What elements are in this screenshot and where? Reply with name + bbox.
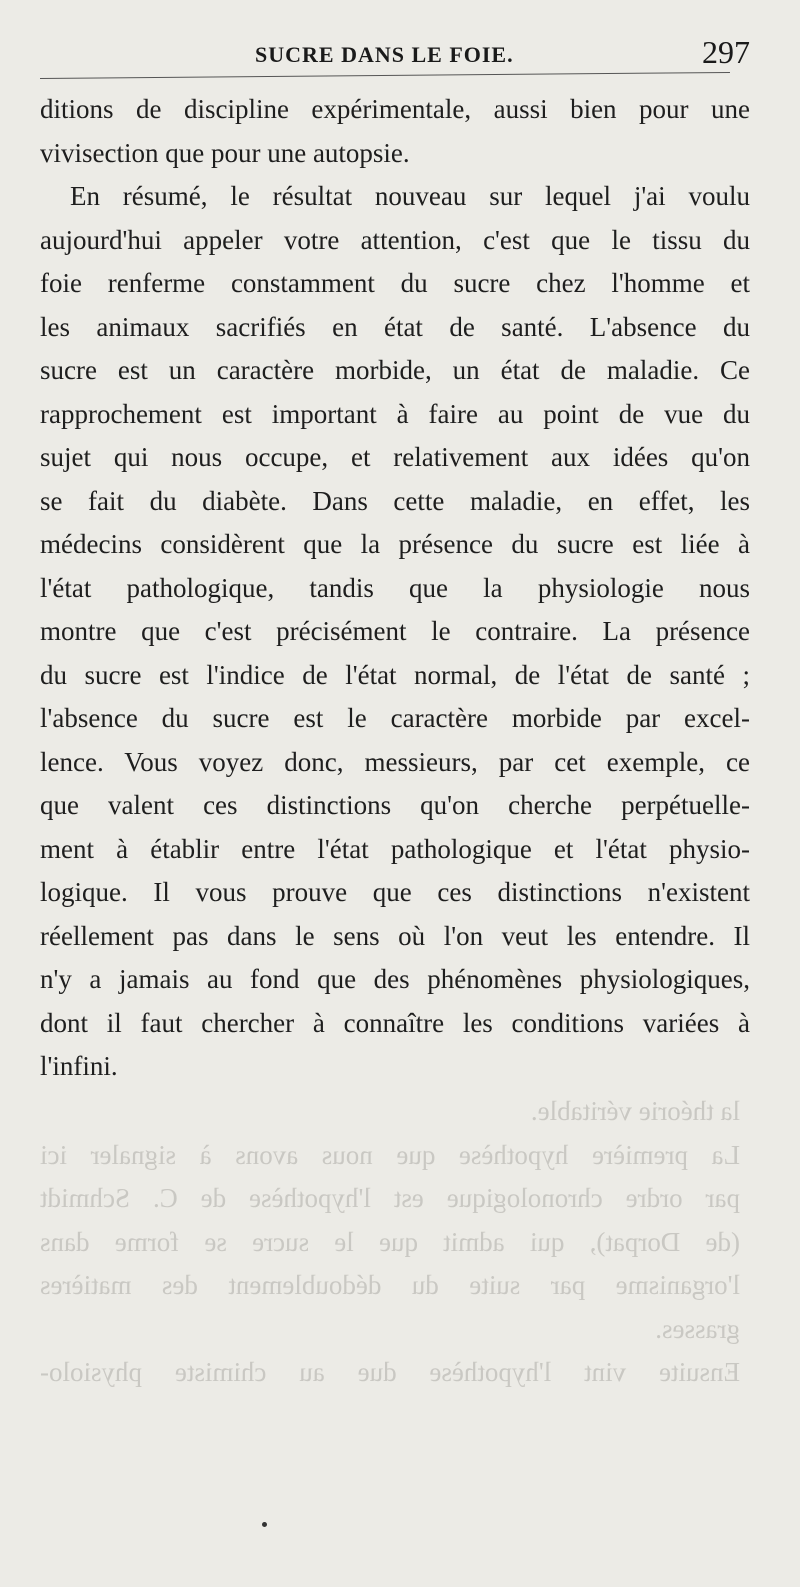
show-through-line: grasses. xyxy=(655,1313,740,1344)
text-line: En résumé, le résultat nouveau sur lequel j'ai voulu xyxy=(70,181,750,211)
text-line: aujourd'hui appeler votre attention, c'est que le tissu du xyxy=(40,224,750,255)
running-head: SUCRE DANS LE FOIE. xyxy=(255,42,514,67)
text-line: se fait du diabète. Dans cette maladie, en effet, les xyxy=(40,485,750,516)
text-line: lence. Vous voyez donc, messieurs, par cet exemple, ce xyxy=(40,746,750,777)
text-line: rapprochement est important à faire au point de vue du xyxy=(40,398,750,429)
text-line: logique. Il vous prouve que ces distinctions n'existent xyxy=(40,877,750,907)
text-line: ditions de discipline expérimentale, aussi bien pour une xyxy=(40,94,750,124)
text-line: ment à établir entre l'état pathologique et l'état physio- xyxy=(40,833,750,864)
show-through-line: Ensuite vint l'hypothèse due au chimiste physiolo- xyxy=(40,1357,740,1387)
text-line: sujet qui nous occupe, et relativement aux idées qu'on xyxy=(40,442,750,472)
text-line: vivisection que pour une autopsie. xyxy=(40,137,410,168)
text-line: que valent ces distinctions qu'on cherche perpétuelle- xyxy=(40,790,750,820)
text-line: réellement pas dans le sens où l'on veut les entendre. Il xyxy=(40,920,750,951)
ink-speck xyxy=(262,1522,267,1527)
text-line: dont il faut chercher à connaître les conditions variées à xyxy=(40,1007,750,1038)
text-line: sucre est un caractère morbide, un état de maladie. Ce xyxy=(40,355,750,385)
page-header xyxy=(30,34,750,74)
show-through-line: La première hypothèse que nous avons à signaler ici xyxy=(40,1139,740,1170)
show-through-line: la théorie véritable. xyxy=(530,1096,740,1126)
text-line: montre que c'est précisément le contraire. La présence xyxy=(40,616,750,646)
text-line: médecins considèrent que la présence du sucre est liée à xyxy=(40,529,750,559)
show-through-text xyxy=(40,1090,740,1395)
show-through-line: (de Dorpat), qui admit que le sucre se forme dans xyxy=(40,1226,740,1257)
body-text xyxy=(40,88,750,1089)
text-line: n'y a jamais au fond que des phénomènes physiologiques, xyxy=(40,964,750,994)
show-through-line: l'organisme par suite du dédoublement des matières xyxy=(40,1270,740,1300)
text-line: du sucre est l'indice de l'état normal, de l'état de santé ; xyxy=(40,659,750,690)
text-line: l'absence du sucre est le caractère morbide par excel- xyxy=(40,703,750,733)
show-through-line: par ordre chronologique est l'hypothèse de C. Schmidt xyxy=(40,1183,740,1213)
text-line: l'infini. xyxy=(40,1051,118,1081)
text-line: l'état pathologique, tandis que la physiologie nous xyxy=(40,572,750,603)
text-line: foie renferme constamment du sucre chez l'homme et xyxy=(40,268,750,298)
page-number: 297 xyxy=(702,34,750,70)
text-line: les animaux sacrifiés en état de santé. L'absence du xyxy=(40,311,750,342)
